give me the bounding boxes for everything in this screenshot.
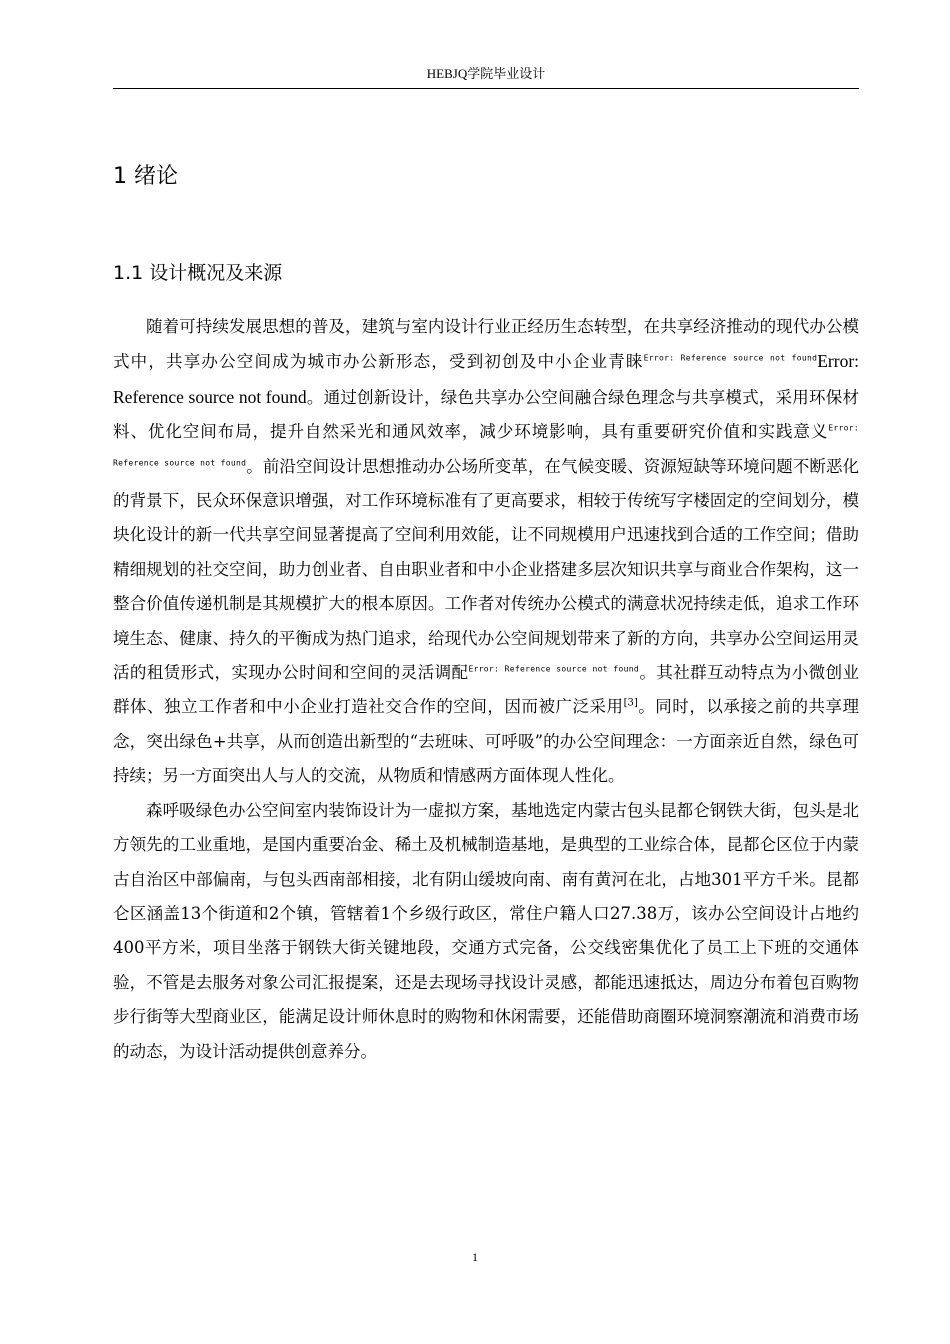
paragraph-1-text-4: 。其社群互动特点为小微创业群体、独立工作者和中小企业打造社交合作的空间，因而被广泛采用 [113,663,860,717]
reference-error-2: Error: Reference source not found [113,423,859,468]
reference-error-3: Error: Reference source not found [468,664,639,674]
header-title: HEBJQ学院毕业设计 [426,66,546,81]
section-title: 1.1 设计概况及来源 [113,262,283,284]
paragraph-1-text-5: 。同时，以承接之前的共享理念，突出绿色+共享，从而创造出新型的“去班味、可呼吸”的办公空间理念：一方面亲近自然，绿色可持续；另一方面突出人与人的交流，从物质和情感两方面体现人性化。 [113,697,860,786]
page-number: 1 [472,1250,478,1264]
body-text [113,310,859,1069]
paragraph-1-text-3: 。前沿空间设计思想推动办公场所变革，在气候变暖、资源短缺等环境问题不断恶化的背景下，民众环保意识增强，对工作环境标准有了更高要求，相较于传统写字楼固定的空间划分，模块化设计的新一代共享空间显著提高了空间利用效能，让不同规模用户迅速找到合适的工作空间；借助精细规划的社交空间，助力创业者、自由职业者和中小企业搭建多层次知识共享与商业合作架构，这一整合价值传递机制是其规模扩大的根本原因。工作者对传统办公模式的满意状况持续走低，追求工作环境生态、健康、持久的平衡成为热门追求，给现代办公空间规划带来了新的方向，共享办公空间运用灵活的租赁形式，实现办公时间和空间的灵活调配 [113,456,860,683]
paragraph-2: 森呼吸绿色办公空间室内装饰设计为一虚拟方案，基地选定内蒙古包头昆都仑钢铁大街，包头是北方领先的工业重地，是国内重要冶金、稀土及机械制造基地，是典型的工业综合体，昆都仑区位于内蒙古自治区中部偏南，与包头西南部相接，北有阴山缓坡向南、南有黄河在北，占地301平方千米。昆都仑区涵盖13个街道和2个镇，管辖着1个乡级行政区，常住户籍人口27.38万，该办公空间设计占地约400平方米，项目坐落于钢铁大街关键地段，交通方式完备，公交线密集优化了员工上下班的交通体验，不管是去服务对象公司汇报提案，还是去现场寻找设计灵感，都能迅速抵达，周边分布着包百购物步行街等大型商业区，能满足设计师休息时的购物和休闲需要，还能借助商圈环境洞察潮流和消费市场的动态，为设计活动提供创意养分。 [113,800,859,1061]
paragraph-1-text-1: 随着可持续发展思想的普及，建筑与室内设计行业正经历生态转型，在共享经济推动的现代办公模式中，共享办公空间成为城市办公新形态，受到初创及中小企业青睐 [113,317,859,372]
paragraph-1-text-2: 。通过创新设计，绿色共享办公空间融合绿色理念与共享模式，采用环保材料、优化空间布局，提升自然采光和通风效率，减少环境影响，具有重要研究价值和实践意义 [113,387,860,442]
reference-error-1: Error: Reference source not found [643,353,818,363]
citation-3: [3] [623,697,638,709]
chapter-title: 1 绪论 [113,164,178,189]
paragraph-1 [113,310,859,794]
page-header [113,64,859,89]
reference-error-inline: Error: Reference source not found [113,351,860,407]
